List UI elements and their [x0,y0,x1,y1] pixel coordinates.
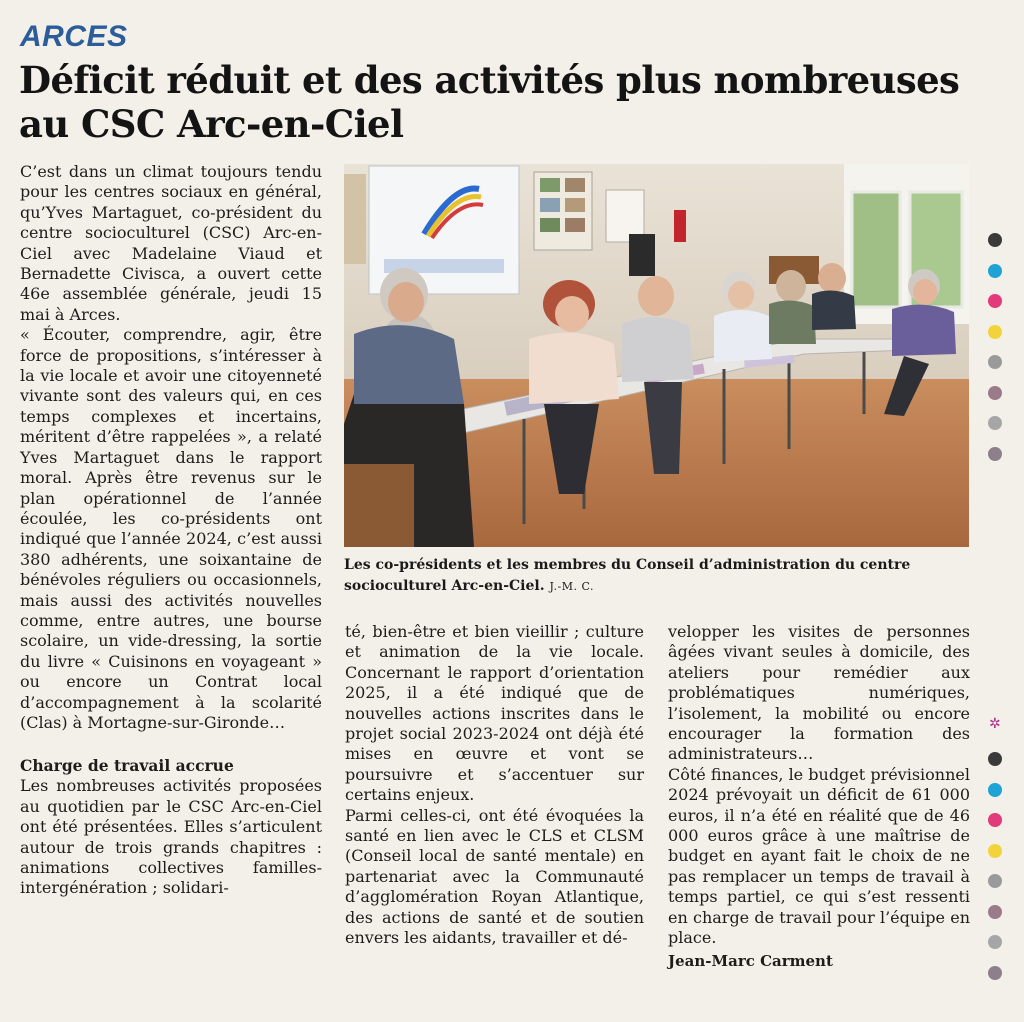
paragraph-health: Parmi celles-ci, ont été évoquées la santé en lien avec le CLS et CLSM (Conseil local de santé mentale) en partenariat avec la Communauté d’agglomération Royan Atlantique, des actions de santé et de soutien envers les aidants, travailler et dé- [345,805,644,948]
article-column-2 [345,622,644,949]
meeting-photo-illustration [344,164,969,547]
author-signature: Jean-Marc Carment [668,951,833,970]
registration-dot [988,844,1002,858]
registration-dot [988,233,1002,247]
registration-dot [988,935,1002,949]
photo-credit: J.-M. C. [549,579,594,593]
registration-dot [988,386,1002,400]
article-photo [344,164,969,547]
registration-dot [988,874,1002,888]
registration-dot [988,966,1002,980]
registration-dot [988,813,1002,827]
article-column-1 [20,162,322,899]
paragraph-orientation: té, bien-être et bien vieillir ; culture et animation de la vie locale. Concernant le rapport d’orientation 2025, il a été indiqué que de nouvelles actions inscrites dans le projet social 2023-2024 ont déjà été mises en œuvre et vont se poursuivre et s’accentuer sur certains enjeux. [345,622,644,805]
paragraph-finances: Côté finances, le budget prévisionnel 2024 prévoyait un déficit de 61 000 euros, il n’a été en réalité que de 46 000 euros grâce à une maîtrise de budget en ayant fait le choix de ne pas remplacer un temps de travail à temps partiel, ce qui s’est ressenti en charge de travail pour l’équipe en place. [668,764,970,948]
paragraph-activities: Les nombreuses activités proposées au quotidien par le CSC Arc-en-Ciel ont été présentées. Elles s’articulent autour de trois grands chapitres : animations collectives familles-intergénération ; solidari- [20,776,322,898]
article-headline: Déficit réduit et des activités plus nombreuses au CSC Arc-en-Ciel [19,58,960,146]
registration-dot [988,783,1002,797]
caption-text: Les co-présidents et les membres du Conseil d’administration du centre socioculturel Arc-en-Ciel. [344,557,911,594]
registration-dot [988,264,1002,278]
registration-star-icon: ✲ [989,716,1001,732]
registration-dot [988,447,1002,461]
paragraph-quote: « Écouter, comprendre, agir, être force de propositions, s’intéresser à la vie locale et avoir une citoyenneté vivante sont des valeurs qui, en ces temps complexes et incertains, méritent d’être rappelées », a relaté Yves Martaguet dans le rapport moral. Après être revenus sur le plan opérationnel de l’année écoulée, les co-présidents ont indiqué que l’année 2024, c’est aussi 380 adhérents, une soixantaine de bénévoles réguliers ou occasionnels, mais aussi des activités nouvelles comme, entre autres, une bourse scolaire, un vide-dressing, la sortie du livre « Cuisinons en voyageant » ou encore un Contrat local d’accompagnement à la scolarité (Clas) à Mortagne-sur-Gironde… [20,325,322,732]
article-column-3 [668,622,970,971]
registration-dot [988,416,1002,430]
registration-dot [988,905,1002,919]
registration-dots-top [988,233,1004,477]
registration-dots-bottom [988,752,1004,996]
article-subhead: Charge de travail accrue [20,756,234,776]
registration-dot [988,294,1002,308]
bleed-through-text [360,0,1024,40]
photo-caption [344,555,969,597]
paragraph-intro: C’est dans un climat toujours tendu pour les centres sociaux en général, qu’Yves Martaguet, co-président du centre socioculturel (CSC) Arc-en-Ciel avec Madelaine Viaud et Bernadette Civisca, a ouvert cette 46e assemblée générale, jeudi 15 mai à Arces. [20,162,322,324]
registration-dot [988,325,1002,339]
section-rubric: ARCES [20,20,128,53]
paragraph-visits: velopper les visites de personnes âgées vivant seules à domicile, des ateliers pour remédier aux problématiques numériques, l’isolement, la mobilité ou encore encourager la formation des administrateurs… [668,622,970,764]
registration-dot [988,355,1002,369]
registration-dot [988,752,1002,766]
